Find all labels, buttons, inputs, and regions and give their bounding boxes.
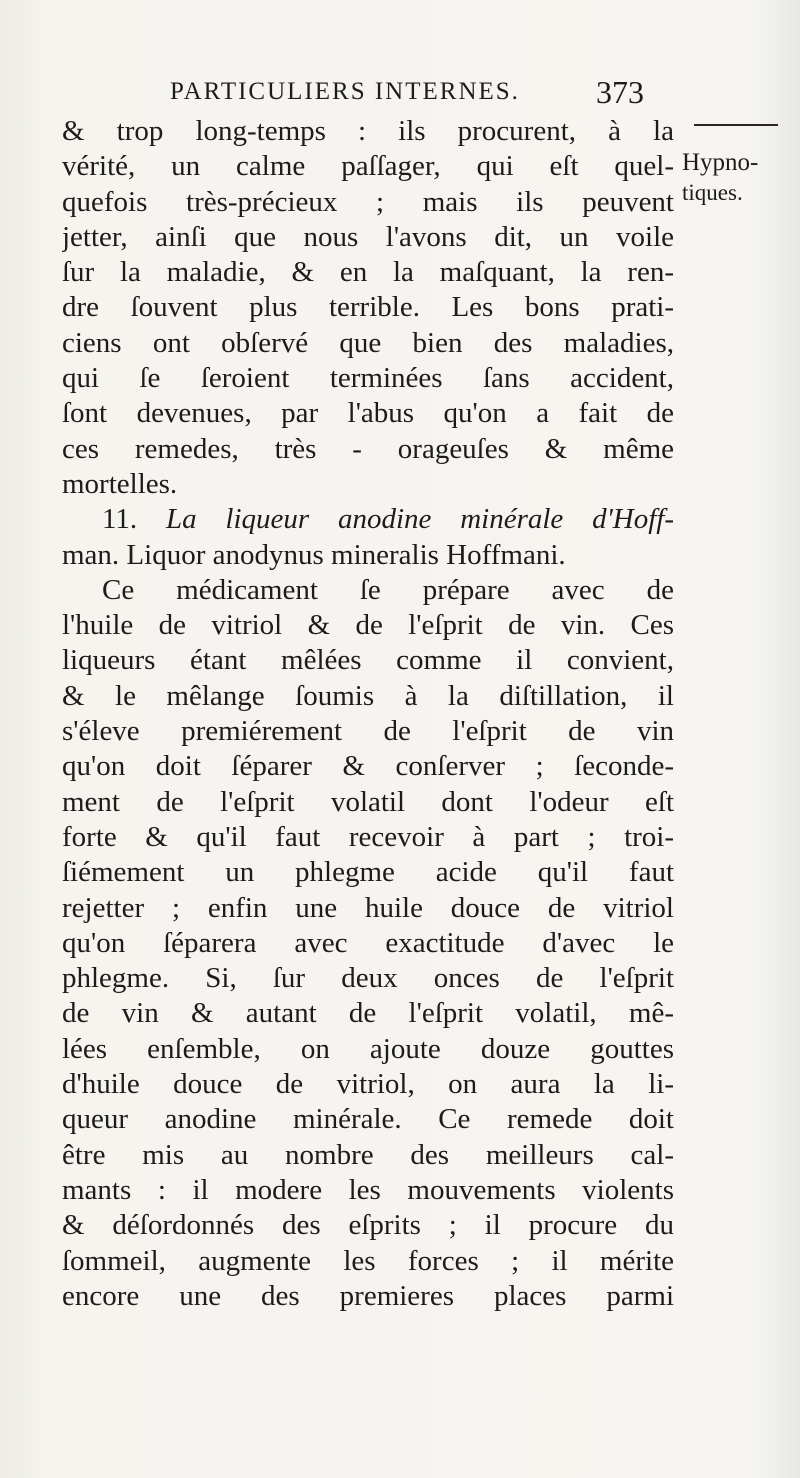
text-line: ſommeil, augmente les forces ; il mérite [62, 1244, 674, 1277]
text-line: ſiémement un phlegme acide qu'il faut [62, 856, 674, 889]
text-line: vérité, un calme paſſager, qui eſt quel- [62, 150, 674, 183]
text-line: ſont devenues, par l'abus qu'on a fait de [62, 397, 674, 430]
text-line: & le mêlange ſoumis à la diſtillation, il [62, 679, 674, 712]
text-line: ment de l'eſprit volatil dont l'odeur eſt [62, 785, 674, 818]
margin-note-line: Hypno- [682, 149, 759, 176]
page-number: 373 [596, 74, 644, 110]
text-line: & déſordonnés des eſprits ; il procure du [62, 1209, 674, 1242]
text-line: quefois très-précieux ; mais ils peuvent [62, 185, 674, 218]
text-line: Ce médicament ſe prépare avec de [102, 573, 674, 606]
text-line: d'huile douce de vitriol, on aura la li- [62, 1068, 674, 1101]
text-line: liqueurs étant mêlées comme il convient, [62, 644, 674, 677]
section-title: La liqueur anodine minérale d'Hoff- [165, 503, 674, 536]
section-number: 11. [102, 503, 138, 536]
text-line: qu'on doit ſéparer & conſerver ; ſeconde- [62, 750, 674, 783]
text-line: mants : il modere les mouvements violents [62, 1173, 674, 1206]
text-line: mortelles. [62, 467, 178, 500]
text-line: forte & qu'il faut recevoir à part ; troi- [62, 820, 674, 853]
text-line: ſur la maladie, & en la maſquant, la ren- [62, 256, 674, 289]
text-line: être mis au nombre des meilleurs cal- [62, 1138, 674, 1171]
text-line: s'éleve premiérement de l'eſprit de vin [62, 715, 674, 748]
body-text [62, 114, 674, 1314]
section-title-latin: man. Liquor anodynus mineralis Hoffmani. [62, 538, 566, 571]
text-line: phlegme. Si, ſur deux onces de l'eſprit [62, 962, 674, 995]
section-heading [62, 502, 674, 537]
text-line: qui ſe ſeroient terminées ſans accident, [62, 362, 674, 395]
text-line: lées enſemble, on ajoute douze gouttes [62, 1032, 674, 1065]
text-line: jetter, ainſi que nous l'avons dit, un voile [62, 220, 674, 253]
margin-note-line: tiques. [682, 180, 743, 205]
text-line: qu'on ſéparera avec exactitude d'avec le [62, 926, 674, 959]
text-line: l'huile de vitriol & de l'eſprit de vin. Ces [62, 609, 674, 642]
text-line: & trop long-temps : ils procurent, à la [62, 115, 674, 147]
margin-rule [694, 124, 778, 126]
text-line: encore une des premieres places parmi [62, 1279, 674, 1312]
text-line: de vin & autant de l'eſprit volatil, mê- [62, 997, 674, 1030]
text-line: dre ſouvent plus terrible. Les bons prati- [62, 291, 674, 324]
text-line: queur anodine minérale. Ce remede doit [62, 1103, 674, 1136]
margin-note [682, 148, 800, 208]
text-line: rejetter ; enfin une huile douce de vitriol [62, 891, 674, 924]
text-line: ciens ont obſervé que bien des maladies, [62, 326, 674, 359]
text-line: ces remedes, très - orageuſes & même [62, 432, 674, 465]
running-head: PARTICULIERS INTERNES. [170, 78, 520, 105]
